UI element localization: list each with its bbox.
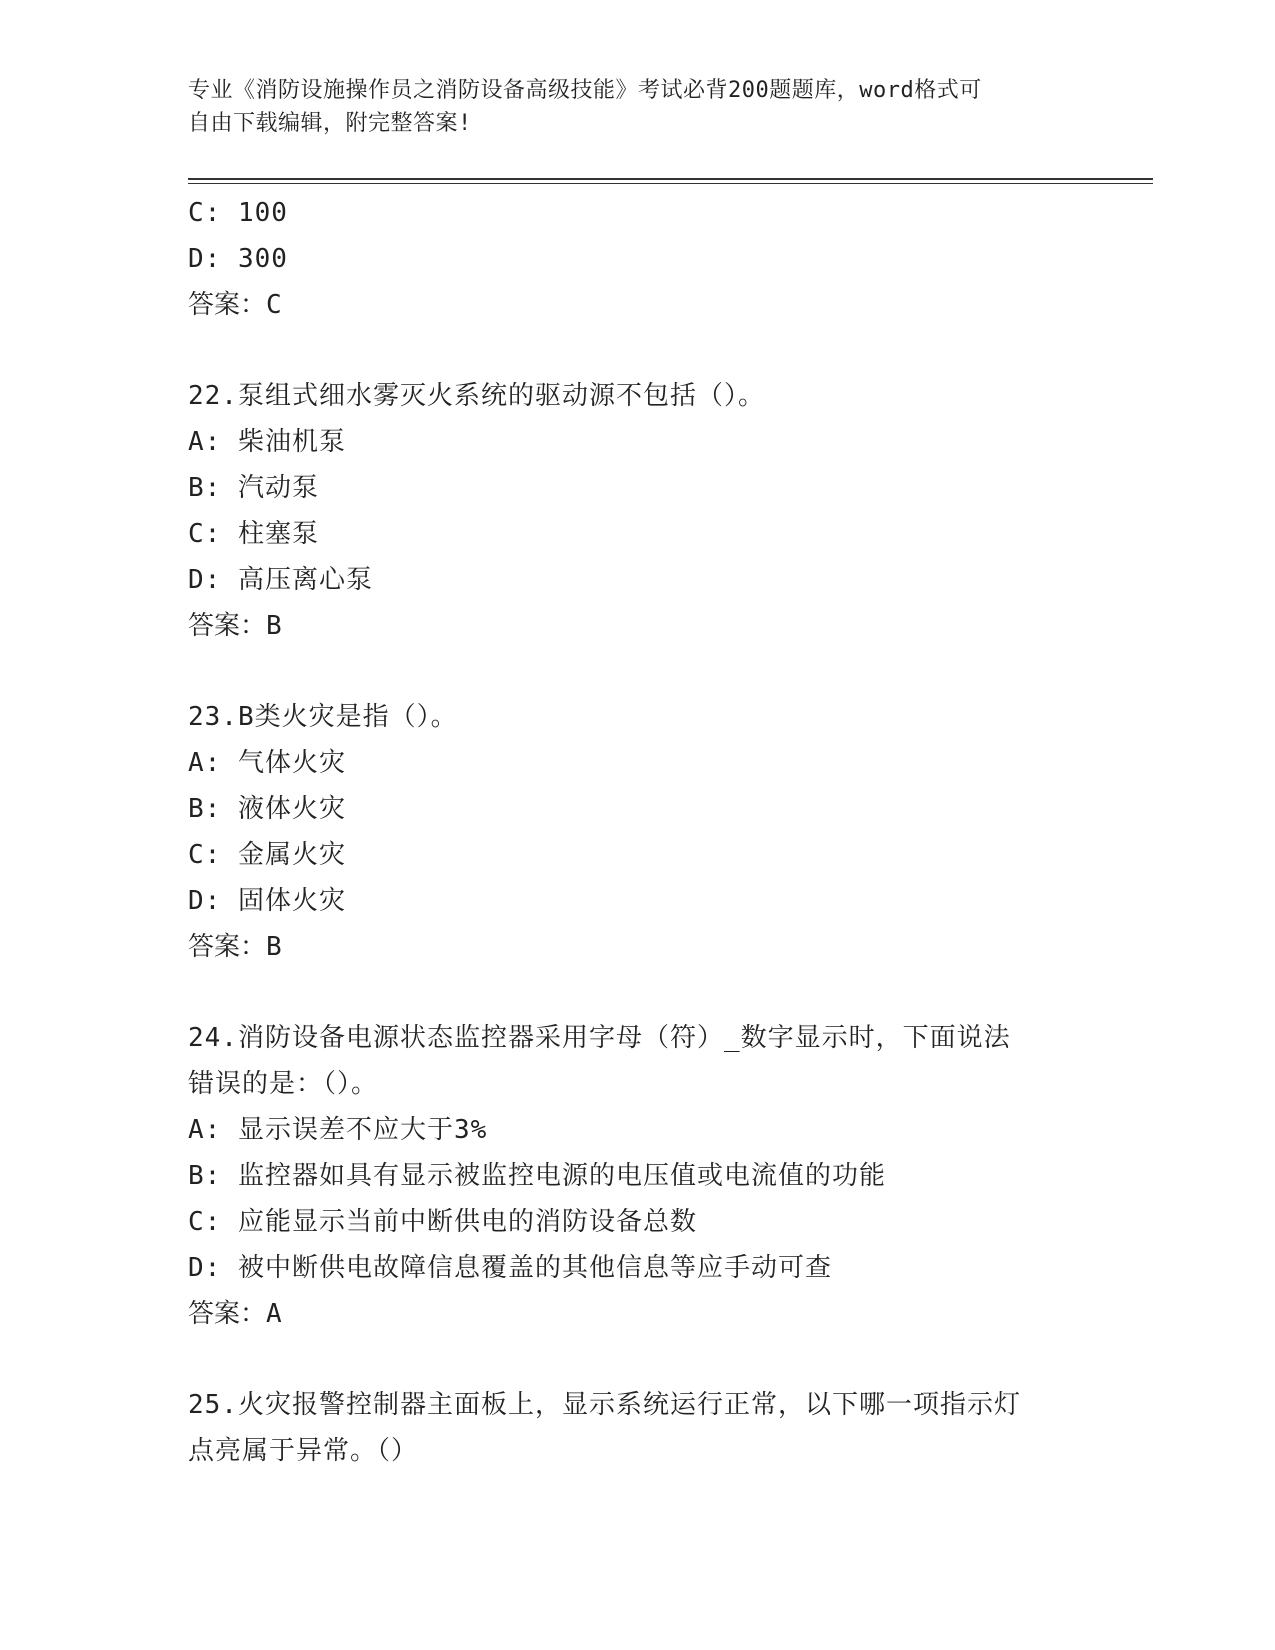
question-stem-line-2: 错误的是：（）。 bbox=[188, 1069, 379, 1099]
header-rule-thick bbox=[188, 178, 1153, 180]
option-d: D: 300 bbox=[188, 244, 288, 274]
question-22 bbox=[188, 373, 1068, 649]
header-line-1: 专业《消防设施操作员之消防设备高级技能》考试必背200题题库，word格式可 bbox=[188, 78, 982, 103]
option-c: C: 100 bbox=[188, 198, 288, 228]
option-a: A: 气体火灾 bbox=[188, 748, 346, 778]
question-list bbox=[188, 190, 1068, 1474]
question-23 bbox=[188, 694, 1068, 970]
header-rule-thin bbox=[188, 183, 1153, 184]
option-c: C: 金属火灾 bbox=[188, 840, 346, 870]
option-d: D: 高压离心泵 bbox=[188, 565, 373, 595]
answer-line: 答案：B bbox=[188, 932, 282, 962]
answer-line: 答案：A bbox=[188, 1299, 282, 1329]
question-25 bbox=[188, 1382, 1068, 1474]
question-stem: 22.泵组式细水雾灭火系统的驱动源不包括（）。 bbox=[188, 381, 765, 411]
option-b: B: 监控器如具有显示被监控电源的电压值或电流值的功能 bbox=[188, 1161, 886, 1191]
question-stem-line-2: 点亮属于异常。（） bbox=[188, 1436, 419, 1466]
question-stem-line-1: 24.消防设备电源状态监控器采用字母（符）_数字显示时，下面说法 bbox=[188, 1023, 1011, 1053]
option-b: B: 液体火灾 bbox=[188, 794, 346, 824]
option-c: C: 柱塞泵 bbox=[188, 519, 319, 549]
option-b: B: 汽动泵 bbox=[188, 473, 319, 503]
option-c: C: 应能显示当前中断供电的消防设备总数 bbox=[188, 1207, 697, 1237]
option-d: D: 固体火灾 bbox=[188, 886, 346, 916]
answer-line: 答案：C bbox=[188, 290, 282, 320]
question-21-tail bbox=[188, 190, 1068, 328]
option-d: D: 被中断供电故障信息覆盖的其他信息等应手动可查 bbox=[188, 1253, 832, 1283]
option-a: A: 柴油机泵 bbox=[188, 427, 346, 457]
document-header bbox=[188, 74, 1068, 140]
answer-line: 答案：B bbox=[188, 611, 282, 641]
question-24 bbox=[188, 1015, 1068, 1337]
header-line-2: 自由下载编辑，附完整答案! bbox=[188, 111, 472, 136]
question-stem: 23.B类火灾是指（）。 bbox=[188, 702, 458, 732]
option-a: A: 显示误差不应大于3% bbox=[188, 1115, 488, 1145]
question-stem-line-1: 25.火灾报警控制器主面板上，显示系统运行正常，以下哪一项指示灯 bbox=[188, 1390, 1021, 1420]
